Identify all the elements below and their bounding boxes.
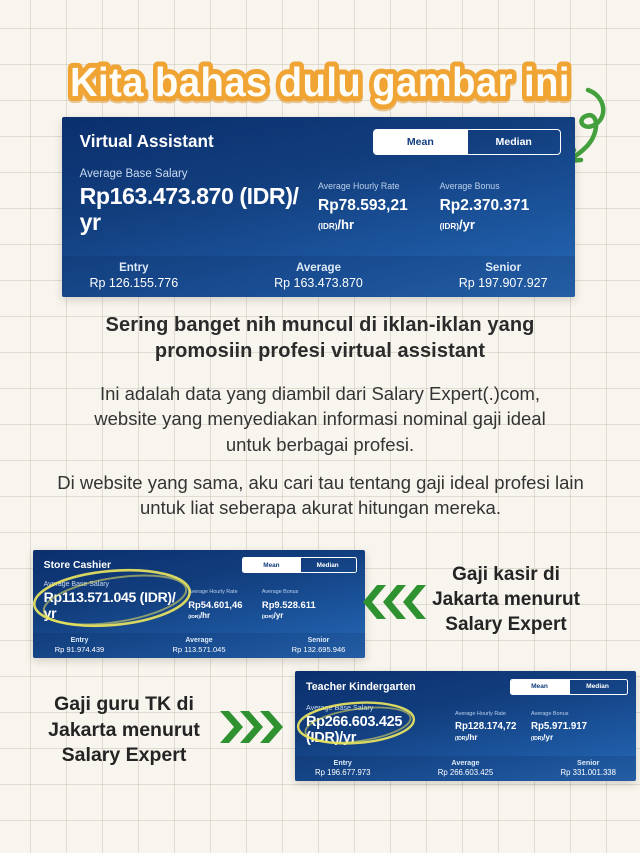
average-level [390,758,540,777]
base-salary-label: Average Base Salary [79,168,188,181]
page-title [30,48,610,114]
triple-chevron-left-icon [362,585,426,619]
body-paragraph-1: Ini adalah data yang diambil dari Salary Expert(.)com, website yang menyediakan informasi nominal gaji ideal untuk berbagai profesi. [94,383,546,455]
average-level [126,637,272,654]
average-value: Rp 113.571.045 [172,644,226,654]
bonus-value: Rp2.370.371 [439,197,530,215]
callout-cashier-label: Gaji kasir di Jakarta menurut Salary Expert [432,564,580,636]
card-title: Teacher Kindergarten [306,680,416,693]
triple-chevron-right-icon [220,711,282,743]
senior-level [272,637,365,654]
salary-levels-footer [295,756,636,782]
average-label: Average [295,261,341,274]
entry-label: Entry [70,636,89,644]
bonus-value: Rp9.528.611 [261,598,316,610]
base-salary-line1: Rp113.571.045 (IDR)/ [43,588,176,605]
tab-mean[interactable]: Mean [511,680,569,694]
hourly-rate-value: Rp128.174,72 [455,720,517,732]
unit-period: /yr [459,217,476,233]
card-title: Virtual Assistant [79,131,214,151]
entry-level [295,758,390,777]
hourly-rate-value: Rp54.601,46 [188,598,243,610]
senior-value: Rp 132.695.946 [291,644,346,654]
unit-period: /hr [199,610,211,620]
base-salary-line1: Rp266.603.425 [306,713,403,730]
callout-teacher-label: Gaji guru TK di Jakarta menurut Salary Expert [48,693,200,767]
hourly-rate-unit [455,733,516,742]
bonus-value: Rp5.971.917 [531,720,588,732]
bonus-unit [531,733,587,742]
bonus-stat [262,589,316,620]
unit-period: /hr [467,733,478,743]
senior-label: Senior [577,758,600,768]
salary-card-virtual-assistant [62,117,575,297]
tab-mean[interactable]: Mean [243,558,299,572]
page-title-text: Kita bahas dulu gambar ini [70,59,570,105]
base-salary-label: Average Base Salary [306,703,374,712]
headline-text: Sering banget nih muncul di iklan-iklan yang promosiin profesi virtual assistant [105,314,535,363]
base-salary-value [80,183,344,235]
body-paragraph-2: Di website yang sama, aku cari tau tentang gaji ideal profesi lain untuk liat seberapa akurat hitungan mereka. [57,472,584,519]
average-level [206,262,432,290]
base-salary-line2: (IDR)/yr [306,730,357,747]
unit-period: /yr [273,610,284,620]
bonus-stat [531,711,587,742]
entry-level [33,637,126,654]
base-salary-line2: yr [43,604,57,621]
tab-mean[interactable]: Mean [374,130,467,154]
bonus-unit [440,217,530,232]
unit-currency: (IDR) [439,222,459,232]
average-value: Rp 266.603.425 [437,768,494,778]
senior-level [431,262,575,290]
base-salary-line1: Rp163.473.870 (IDR)/ [79,183,299,210]
unit-period: /hr [337,217,355,233]
hourly-rate-stat [318,181,408,232]
tab-median[interactable]: Median [586,683,609,691]
entry-value: Rp 126.155.776 [89,275,179,290]
hourly-rate-label: Average Hourly Rate [455,711,506,717]
mean-median-tabs [242,557,356,573]
tab-median[interactable]: Median [316,561,339,569]
highlight-ellipse-icon [296,701,416,747]
entry-value: Rp 196.677.973 [314,768,371,778]
hourly-rate-stat [455,711,516,742]
bonus-stat [440,181,530,232]
average-label: Average [451,758,480,768]
bonus-label: Average Bonus [531,711,569,717]
unit-currency: (IDR) [188,614,200,620]
hourly-rate-unit [188,611,242,620]
senior-level [541,758,636,777]
mean-median-tabs [510,679,628,695]
average-label: Average [185,636,213,644]
unit-currency: (IDR) [261,614,274,620]
hourly-rate-value: Rp78.593,21 [318,197,408,215]
hourly-rate-unit [318,217,408,232]
unit-currency: (IDR) [531,736,544,743]
unit-currency: (IDR) [318,222,338,232]
entry-label: Entry [119,261,149,274]
senior-value: Rp 331.001.338 [560,768,616,778]
highlight-ellipse-icon [34,568,194,630]
senior-value: Rp 197.907.927 [458,275,548,290]
entry-label: Entry [333,758,352,768]
senior-label: Senior [307,636,330,644]
hourly-rate-label: Average Hourly Rate [318,181,400,191]
bonus-label: Average Bonus [439,181,500,191]
bonus-unit [262,611,316,620]
entry-level [62,262,206,290]
entry-value: Rp 91.974.439 [54,644,105,654]
unit-currency: (IDR) [455,736,468,743]
bonus-label: Average Bonus [261,588,299,595]
mean-median-tabs [373,129,562,155]
senior-label: Senior [485,261,522,274]
hourly-rate-stat [188,589,242,620]
salary-levels-footer [33,633,365,658]
card-title: Store Cashier [43,559,112,571]
tab-median[interactable]: Median [495,135,532,148]
average-value: Rp 163.473.870 [274,275,363,290]
hourly-rate-label: Average Hourly Rate [188,588,238,595]
unit-period: /yr [543,733,554,743]
base-salary-label: Average Base Salary [43,581,109,589]
base-salary-line2: yr [79,209,101,236]
salary-levels-footer [62,256,575,297]
